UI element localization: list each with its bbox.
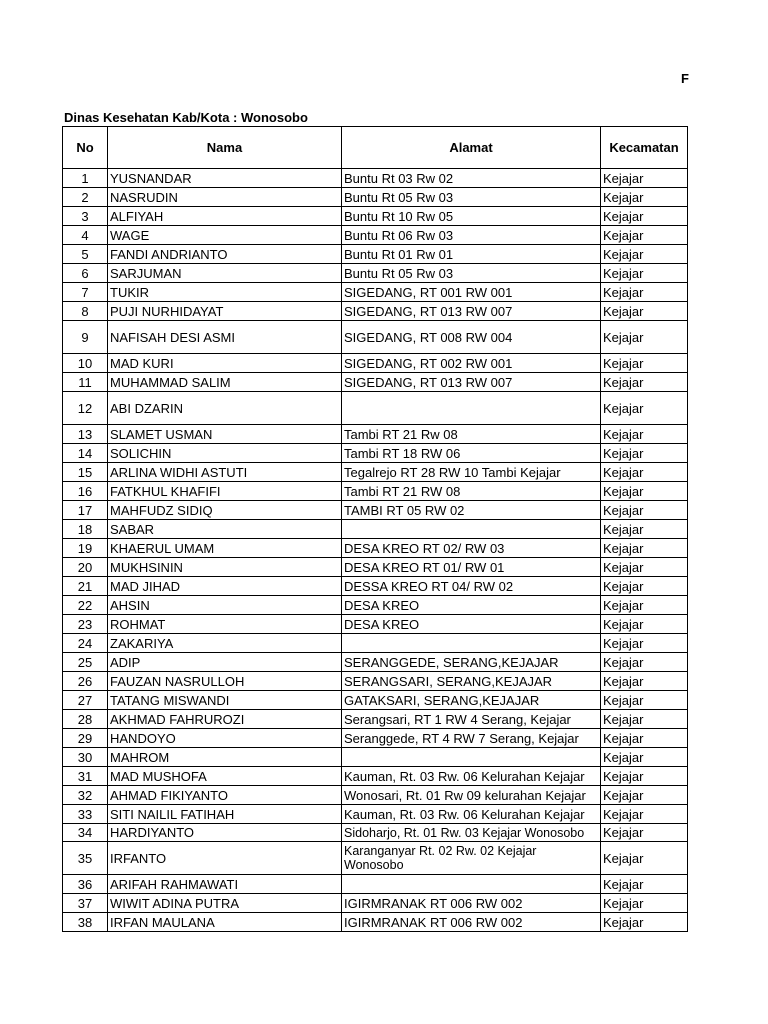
table-row bbox=[63, 894, 688, 913]
cell-kecamatan: Kejajar bbox=[601, 596, 688, 615]
table-row bbox=[63, 767, 688, 786]
cell-no: 2 bbox=[63, 188, 108, 207]
cell-kecamatan: Kejajar bbox=[601, 672, 688, 691]
table-row bbox=[63, 558, 688, 577]
cell-kecamatan: Kejajar bbox=[601, 245, 688, 264]
table-row bbox=[63, 691, 688, 710]
cell-no: 4 bbox=[63, 226, 108, 245]
cell-nama: ADIP bbox=[108, 653, 342, 672]
cell-no: 7 bbox=[63, 283, 108, 302]
cell-alamat: Buntu Rt 05 Rw 03 bbox=[342, 188, 601, 207]
cell-nama: AHMAD FIKIYANTO bbox=[108, 786, 342, 805]
cell-no: 16 bbox=[63, 482, 108, 501]
cell-nama: AKHMAD FAHRUROZI bbox=[108, 710, 342, 729]
table-row bbox=[63, 425, 688, 444]
cell-no: 14 bbox=[63, 444, 108, 463]
cell-alamat: Karanganyar Rt. 02 Rw. 02 Kejajar Wonosobo bbox=[342, 842, 601, 875]
cell-no: 9 bbox=[63, 321, 108, 354]
column-header-kecamatan: Kecamatan bbox=[601, 127, 688, 169]
cell-kecamatan: Kejajar bbox=[601, 302, 688, 321]
table-row bbox=[63, 302, 688, 321]
cell-nama: SITI NAILIL FATIHAH bbox=[108, 805, 342, 824]
cell-nama: FAUZAN NASRULLOH bbox=[108, 672, 342, 691]
cell-kecamatan: Kejajar bbox=[601, 501, 688, 520]
cell-alamat: GATAKSARI, SERANG,KEJAJAR bbox=[342, 691, 601, 710]
cell-no: 20 bbox=[63, 558, 108, 577]
cell-no: 25 bbox=[63, 653, 108, 672]
table-row bbox=[63, 245, 688, 264]
table-row bbox=[63, 786, 688, 805]
cell-alamat bbox=[342, 875, 601, 894]
cell-kecamatan: Kejajar bbox=[601, 786, 688, 805]
cell-alamat bbox=[342, 634, 601, 653]
table-row bbox=[63, 520, 688, 539]
table-row bbox=[63, 653, 688, 672]
table-row bbox=[63, 672, 688, 691]
table-row bbox=[63, 283, 688, 302]
cell-alamat: DESA KREO RT 02/ RW 03 bbox=[342, 539, 601, 558]
table-row bbox=[63, 354, 688, 373]
cell-kecamatan: Kejajar bbox=[601, 805, 688, 824]
cell-nama: NASRUDIN bbox=[108, 188, 342, 207]
cell-no: 36 bbox=[63, 875, 108, 894]
cell-alamat: Tambi RT 21 RW 08 bbox=[342, 482, 601, 501]
cell-no: 19 bbox=[63, 539, 108, 558]
table-row bbox=[63, 188, 688, 207]
cell-alamat bbox=[342, 520, 601, 539]
cell-no: 23 bbox=[63, 615, 108, 634]
cell-kecamatan: Kejajar bbox=[601, 824, 688, 842]
cell-alamat: SIGEDANG, RT 013 RW 007 bbox=[342, 302, 601, 321]
table-row bbox=[63, 463, 688, 482]
cell-kecamatan: Kejajar bbox=[601, 226, 688, 245]
cell-alamat: IGIRMRANAK RT 006 RW 002 bbox=[342, 894, 601, 913]
cell-nama: MUKHSININ bbox=[108, 558, 342, 577]
cell-no: 5 bbox=[63, 245, 108, 264]
cell-alamat: Tambi RT 21 Rw 08 bbox=[342, 425, 601, 444]
cell-kecamatan: Kejajar bbox=[601, 444, 688, 463]
table-row bbox=[63, 615, 688, 634]
cell-no: 11 bbox=[63, 373, 108, 392]
cell-nama: MAD KURI bbox=[108, 354, 342, 373]
cell-no: 28 bbox=[63, 710, 108, 729]
cell-alamat: TAMBI RT 05 RW 02 bbox=[342, 501, 601, 520]
cell-no: 26 bbox=[63, 672, 108, 691]
cell-alamat: SIGEDANG, RT 013 RW 007 bbox=[342, 373, 601, 392]
cell-nama: HANDOYO bbox=[108, 729, 342, 748]
cell-nama: FANDI ANDRIANTO bbox=[108, 245, 342, 264]
table-row bbox=[63, 842, 688, 875]
cell-alamat bbox=[342, 392, 601, 425]
cell-alamat: Buntu Rt 01 Rw 01 bbox=[342, 245, 601, 264]
cell-kecamatan: Kejajar bbox=[601, 842, 688, 875]
cell-no: 12 bbox=[63, 392, 108, 425]
document-header: Dinas Kesehatan Kab/Kota : Wonosobo bbox=[64, 110, 308, 125]
cell-nama: ALFIYAH bbox=[108, 207, 342, 226]
table-row bbox=[63, 169, 688, 188]
table-row bbox=[63, 748, 688, 767]
patient-table bbox=[62, 126, 688, 932]
cell-kecamatan: Kejajar bbox=[601, 520, 688, 539]
cell-alamat: SERANGSARI, SERANG,KEJAJAR bbox=[342, 672, 601, 691]
cell-no: 18 bbox=[63, 520, 108, 539]
cell-no: 3 bbox=[63, 207, 108, 226]
cell-kecamatan: Kejajar bbox=[601, 321, 688, 354]
cell-kecamatan: Kejajar bbox=[601, 188, 688, 207]
cell-no: 6 bbox=[63, 264, 108, 283]
cell-nama: YUSNANDAR bbox=[108, 169, 342, 188]
cell-no: 24 bbox=[63, 634, 108, 653]
cell-alamat: SERANGGEDE, SERANG,KEJAJAR bbox=[342, 653, 601, 672]
cell-kecamatan: Kejajar bbox=[601, 634, 688, 653]
cell-nama: HARDIYANTO bbox=[108, 824, 342, 842]
cell-kecamatan: Kejajar bbox=[601, 463, 688, 482]
cell-no: 35 bbox=[63, 842, 108, 875]
cell-no: 38 bbox=[63, 913, 108, 932]
cell-nama: WIWIT ADINA PUTRA bbox=[108, 894, 342, 913]
cell-kecamatan: Kejajar bbox=[601, 207, 688, 226]
cell-alamat: SIGEDANG, RT 001 RW 001 bbox=[342, 283, 601, 302]
cell-no: 27 bbox=[63, 691, 108, 710]
cell-alamat: Serangsari, RT 1 RW 4 Serang, Kejajar bbox=[342, 710, 601, 729]
cell-alamat: Buntu Rt 06 Rw 03 bbox=[342, 226, 601, 245]
column-header-nama: Nama bbox=[108, 127, 342, 169]
cell-alamat: Buntu Rt 10 Rw 05 bbox=[342, 207, 601, 226]
cell-nama: MUHAMMAD SALIM bbox=[108, 373, 342, 392]
cell-no: 33 bbox=[63, 805, 108, 824]
table-row bbox=[63, 824, 688, 842]
cell-alamat: Kauman, Rt. 03 Rw. 06 Kelurahan Kejajar bbox=[342, 767, 601, 786]
cell-nama: SARJUMAN bbox=[108, 264, 342, 283]
cell-no: 1 bbox=[63, 169, 108, 188]
cell-nama: MAD MUSHOFA bbox=[108, 767, 342, 786]
cell-no: 21 bbox=[63, 577, 108, 596]
cell-alamat: DESA KREO RT 01/ RW 01 bbox=[342, 558, 601, 577]
cell-alamat: Buntu Rt 03 Rw 02 bbox=[342, 169, 601, 188]
cell-no: 22 bbox=[63, 596, 108, 615]
table-body bbox=[63, 169, 688, 932]
cell-kecamatan: Kejajar bbox=[601, 482, 688, 501]
table-header-row bbox=[63, 127, 688, 169]
table-row bbox=[63, 482, 688, 501]
table-row bbox=[63, 501, 688, 520]
cell-no: 32 bbox=[63, 786, 108, 805]
cell-nama: ZAKARIYA bbox=[108, 634, 342, 653]
table-row bbox=[63, 729, 688, 748]
cell-nama: SOLICHIN bbox=[108, 444, 342, 463]
cell-alamat: Wonosari, Rt. 01 Rw 09 kelurahan Kejajar bbox=[342, 786, 601, 805]
cell-kecamatan: Kejajar bbox=[601, 425, 688, 444]
cell-kecamatan: Kejajar bbox=[601, 354, 688, 373]
cell-alamat: DESA KREO bbox=[342, 596, 601, 615]
cell-nama: IRFAN MAULANA bbox=[108, 913, 342, 932]
cell-kecamatan: Kejajar bbox=[601, 710, 688, 729]
table-row bbox=[63, 226, 688, 245]
table-row bbox=[63, 875, 688, 894]
cell-alamat: DESA KREO bbox=[342, 615, 601, 634]
cell-nama: AHSIN bbox=[108, 596, 342, 615]
cell-nama: KHAERUL UMAM bbox=[108, 539, 342, 558]
cell-no: 31 bbox=[63, 767, 108, 786]
table-row bbox=[63, 444, 688, 463]
cell-kecamatan: Kejajar bbox=[601, 558, 688, 577]
cell-nama: TUKIR bbox=[108, 283, 342, 302]
cell-alamat: Seranggede, RT 4 RW 7 Serang, Kejajar bbox=[342, 729, 601, 748]
cell-no: 29 bbox=[63, 729, 108, 748]
table-row bbox=[63, 373, 688, 392]
cell-nama: WAGE bbox=[108, 226, 342, 245]
cell-kecamatan: Kejajar bbox=[601, 264, 688, 283]
cell-kecamatan: Kejajar bbox=[601, 653, 688, 672]
cell-alamat: SIGEDANG, RT 002 RW 001 bbox=[342, 354, 601, 373]
cell-no: 15 bbox=[63, 463, 108, 482]
cell-kecamatan: Kejajar bbox=[601, 894, 688, 913]
cell-kecamatan: Kejajar bbox=[601, 913, 688, 932]
cell-nama: NAFISAH DESI ASMI bbox=[108, 321, 342, 354]
table-row bbox=[63, 805, 688, 824]
cell-no: 17 bbox=[63, 501, 108, 520]
cell-nama: FATKHUL KHAFIFI bbox=[108, 482, 342, 501]
table-row bbox=[63, 539, 688, 558]
cell-kecamatan: Kejajar bbox=[601, 615, 688, 634]
cell-nama: ROHMAT bbox=[108, 615, 342, 634]
cell-alamat: Kauman, Rt. 03 Rw. 06 Kelurahan Kejajar bbox=[342, 805, 601, 824]
cell-kecamatan: Kejajar bbox=[601, 729, 688, 748]
cell-nama: PUJI NURHIDAYAT bbox=[108, 302, 342, 321]
cell-kecamatan: Kejajar bbox=[601, 748, 688, 767]
table-row bbox=[63, 321, 688, 354]
cell-no: 37 bbox=[63, 894, 108, 913]
cell-kecamatan: Kejajar bbox=[601, 691, 688, 710]
cell-nama: ARIFAH RAHMAWATI bbox=[108, 875, 342, 894]
cell-kecamatan: Kejajar bbox=[601, 169, 688, 188]
cell-alamat: DESSA KREO RT 04/ RW 02 bbox=[342, 577, 601, 596]
corner-letter: F bbox=[681, 71, 689, 86]
cell-nama: TATANG MISWANDI bbox=[108, 691, 342, 710]
cell-kecamatan: Kejajar bbox=[601, 373, 688, 392]
cell-no: 13 bbox=[63, 425, 108, 444]
cell-nama: MAD JIHAD bbox=[108, 577, 342, 596]
cell-alamat: IGIRMRANAK RT 006 RW 002 bbox=[342, 913, 601, 932]
cell-alamat bbox=[342, 748, 601, 767]
cell-kecamatan: Kejajar bbox=[601, 875, 688, 894]
cell-no: 30 bbox=[63, 748, 108, 767]
cell-kecamatan: Kejajar bbox=[601, 577, 688, 596]
table-row bbox=[63, 207, 688, 226]
cell-nama: SLAMET USMAN bbox=[108, 425, 342, 444]
cell-no: 10 bbox=[63, 354, 108, 373]
cell-kecamatan: Kejajar bbox=[601, 767, 688, 786]
table-row bbox=[63, 596, 688, 615]
cell-alamat: Tambi RT 18 RW 06 bbox=[342, 444, 601, 463]
table-row bbox=[63, 634, 688, 653]
cell-alamat: SIGEDANG, RT 008 RW 004 bbox=[342, 321, 601, 354]
table-row bbox=[63, 577, 688, 596]
table-row bbox=[63, 710, 688, 729]
column-header-no: No bbox=[63, 127, 108, 169]
cell-kecamatan: Kejajar bbox=[601, 392, 688, 425]
cell-nama: MAHFUDZ SIDIQ bbox=[108, 501, 342, 520]
cell-no: 34 bbox=[63, 824, 108, 842]
cell-nama: ABI DZARIN bbox=[108, 392, 342, 425]
cell-alamat: Sidoharjo, Rt. 01 Rw. 03 Kejajar Wonosobo bbox=[342, 824, 601, 842]
cell-no: 8 bbox=[63, 302, 108, 321]
table-row bbox=[63, 913, 688, 932]
cell-alamat: Tegalrejo RT 28 RW 10 Tambi Kejajar bbox=[342, 463, 601, 482]
cell-kecamatan: Kejajar bbox=[601, 539, 688, 558]
cell-nama: ARLINA WIDHI ASTUTI bbox=[108, 463, 342, 482]
cell-kecamatan: Kejajar bbox=[601, 283, 688, 302]
table-row bbox=[63, 264, 688, 283]
cell-alamat: Buntu Rt 05 Rw 03 bbox=[342, 264, 601, 283]
cell-nama: MAHROM bbox=[108, 748, 342, 767]
cell-nama: IRFANTO bbox=[108, 842, 342, 875]
table-row bbox=[63, 392, 688, 425]
cell-nama: SABAR bbox=[108, 520, 342, 539]
column-header-alamat: Alamat bbox=[342, 127, 601, 169]
